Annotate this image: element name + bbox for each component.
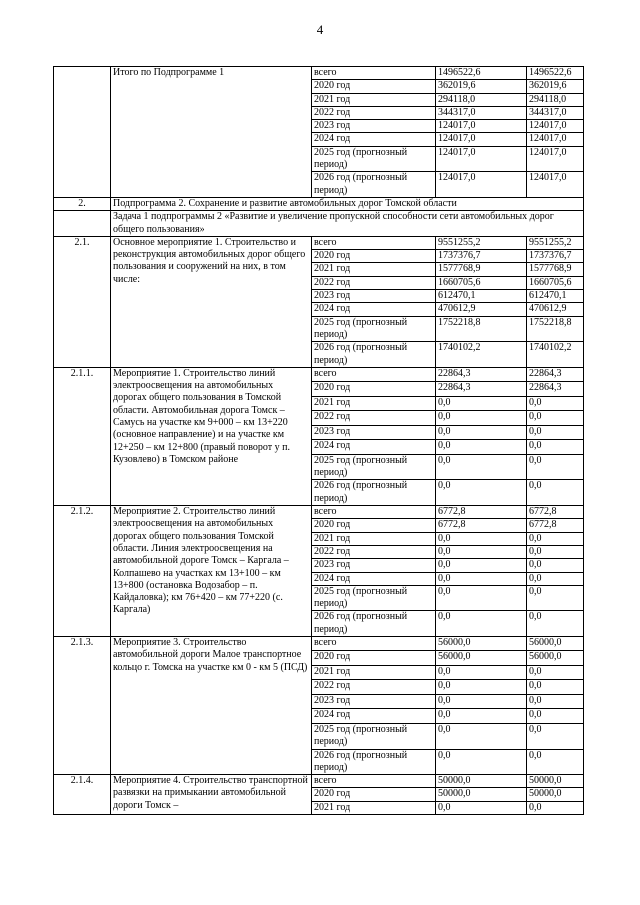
item-number: 2.1. bbox=[54, 236, 111, 367]
period-cell: 2024 год bbox=[312, 133, 436, 146]
amount-total-cell: 124017,0 bbox=[436, 133, 527, 146]
period-cell: 2022 год bbox=[312, 276, 436, 289]
amount-total-cell: 0,0 bbox=[436, 480, 527, 506]
item-description: Мероприятие 1. Строительство линий электроосвещения на автомобильных дорогах общего пользования в Томской области. Автомобильная дорога Томск – Самусь на участке км 9+000 – км 13+220 (основное направление) и на участке км 12+250 – км 12+800 (правый поворот у п. Кузовлево) в Томском районе bbox=[111, 367, 312, 505]
period-cell: всего bbox=[312, 236, 436, 249]
amount-regional-cell: 50000,0 bbox=[527, 775, 584, 788]
amount-total-cell: 0,0 bbox=[436, 440, 527, 455]
amount-total-cell: 50000,0 bbox=[436, 788, 527, 801]
amount-total-cell: 124017,0 bbox=[436, 172, 527, 198]
amount-regional-cell: 9551255,2 bbox=[527, 236, 584, 249]
item-number: 2.1.4. bbox=[54, 775, 111, 815]
amount-total-cell: 50000,0 bbox=[436, 775, 527, 788]
amount-total-cell: 294118,0 bbox=[436, 93, 527, 106]
amount-regional-cell: 6772,8 bbox=[527, 519, 584, 532]
period-cell: 2024 год bbox=[312, 709, 436, 724]
amount-regional-cell: 0,0 bbox=[527, 572, 584, 585]
period-cell: 2021 год bbox=[312, 801, 436, 814]
amount-regional-cell: 470612,9 bbox=[527, 303, 584, 316]
subprogram-row bbox=[54, 197, 584, 210]
period-cell: 2026 год (прогнозный период) bbox=[312, 749, 436, 775]
period-cell: всего bbox=[312, 506, 436, 519]
period-cell: 2020 год bbox=[312, 80, 436, 93]
amount-regional-cell: 1660705,6 bbox=[527, 276, 584, 289]
amount-regional-cell: 0,0 bbox=[527, 611, 584, 637]
amount-total-cell: 0,0 bbox=[436, 694, 527, 709]
amount-total-cell: 22864,3 bbox=[436, 382, 527, 397]
amount-regional-cell: 0,0 bbox=[527, 411, 584, 426]
amount-total-cell: 0,0 bbox=[436, 411, 527, 426]
period-cell: 2024 год bbox=[312, 440, 436, 455]
period-cell: 2023 год bbox=[312, 290, 436, 303]
period-cell: 2025 год (прогнозный период) bbox=[312, 316, 436, 342]
table-row bbox=[54, 775, 584, 788]
subprogram-number: 2. bbox=[54, 197, 111, 210]
amount-total-cell: 124017,0 bbox=[436, 120, 527, 133]
item-description: Основное мероприятие 1. Строительство и реконструкция автомобильных дорог общего пользования и сооружений на них, в том числе: bbox=[111, 236, 312, 367]
amount-regional-cell: 124017,0 bbox=[527, 172, 584, 198]
amount-total-cell: 56000,0 bbox=[436, 636, 527, 651]
amount-total-cell: 1740102,2 bbox=[436, 342, 527, 368]
period-cell: 2020 год bbox=[312, 651, 436, 666]
period-cell: 2022 год bbox=[312, 411, 436, 426]
task-row bbox=[54, 211, 584, 237]
amount-total-cell: 0,0 bbox=[436, 680, 527, 695]
amount-regional-cell: 362019,6 bbox=[527, 80, 584, 93]
period-cell: 2026 год (прогнозный период) bbox=[312, 342, 436, 368]
amount-regional-cell: 1496522,6 bbox=[527, 67, 584, 80]
period-cell: 2023 год bbox=[312, 559, 436, 572]
period-cell: 2021 год bbox=[312, 93, 436, 106]
period-cell: 2022 год bbox=[312, 545, 436, 558]
amount-regional-cell: 0,0 bbox=[527, 801, 584, 814]
amount-regional-cell: 0,0 bbox=[527, 396, 584, 411]
amount-total-cell: 1660705,6 bbox=[436, 276, 527, 289]
amount-regional-cell: 56000,0 bbox=[527, 636, 584, 651]
amount-regional-cell: 124017,0 bbox=[527, 120, 584, 133]
period-cell: 2020 год bbox=[312, 382, 436, 397]
amount-total-cell: 0,0 bbox=[436, 572, 527, 585]
amount-total-cell: 0,0 bbox=[436, 585, 527, 611]
amount-regional-cell: 0,0 bbox=[527, 559, 584, 572]
amount-total-cell: 0,0 bbox=[436, 665, 527, 680]
period-cell: 2020 год bbox=[312, 788, 436, 801]
period-cell: 2020 год bbox=[312, 519, 436, 532]
amount-regional-cell: 0,0 bbox=[527, 585, 584, 611]
period-cell: всего bbox=[312, 775, 436, 788]
period-cell: 2026 год (прогнозный период) bbox=[312, 172, 436, 198]
amount-total-cell: 470612,9 bbox=[436, 303, 527, 316]
amount-total-cell: 124017,0 bbox=[436, 146, 527, 172]
amount-total-cell: 0,0 bbox=[436, 396, 527, 411]
amount-total-cell: 0,0 bbox=[436, 709, 527, 724]
table-row bbox=[54, 67, 584, 80]
period-cell: 2023 год bbox=[312, 425, 436, 440]
budget-table bbox=[53, 66, 584, 815]
amount-regional-cell: 612470,1 bbox=[527, 290, 584, 303]
amount-total-cell: 0,0 bbox=[436, 454, 527, 480]
page-number: 4 bbox=[316, 22, 324, 37]
amount-total-cell: 22864,3 bbox=[436, 367, 527, 382]
amount-total-cell: 6772,8 bbox=[436, 506, 527, 519]
amount-total-cell: 9551255,2 bbox=[436, 236, 527, 249]
amount-total-cell: 0,0 bbox=[436, 801, 527, 814]
period-cell: 2025 год (прогнозный период) bbox=[312, 723, 436, 749]
period-cell: 2021 год bbox=[312, 665, 436, 680]
amount-total-cell: 56000,0 bbox=[436, 651, 527, 666]
item-description: Мероприятие 3. Строительство автомобильной дороги Малое транспортное кольцо г. Томска на участке км 0 - км 5 (ПСД) bbox=[111, 636, 312, 774]
amount-total-cell: 1496522,6 bbox=[436, 67, 527, 80]
period-cell: 2026 год (прогнозный период) bbox=[312, 480, 436, 506]
amount-regional-cell: 22864,3 bbox=[527, 367, 584, 382]
amount-regional-cell: 0,0 bbox=[527, 723, 584, 749]
amount-regional-cell: 294118,0 bbox=[527, 93, 584, 106]
period-cell: 2023 год bbox=[312, 120, 436, 133]
amount-regional-cell: 0,0 bbox=[527, 709, 584, 724]
amount-total-cell: 0,0 bbox=[436, 532, 527, 545]
period-cell: 2026 год (прогнозный период) bbox=[312, 611, 436, 637]
amount-regional-cell: 22864,3 bbox=[527, 382, 584, 397]
amount-regional-cell: 124017,0 bbox=[527, 146, 584, 172]
item-number bbox=[54, 67, 111, 198]
amount-total-cell: 0,0 bbox=[436, 559, 527, 572]
table-row bbox=[54, 506, 584, 519]
amount-total-cell: 1752218,8 bbox=[436, 316, 527, 342]
period-cell: всего bbox=[312, 636, 436, 651]
amount-regional-cell: 1740102,2 bbox=[527, 342, 584, 368]
period-cell: 2025 год (прогнозный период) bbox=[312, 146, 436, 172]
period-cell: всего bbox=[312, 67, 436, 80]
period-cell: 2021 год bbox=[312, 263, 436, 276]
amount-regional-cell: 0,0 bbox=[527, 454, 584, 480]
amount-regional-cell: 50000,0 bbox=[527, 788, 584, 801]
amount-total-cell: 1737376,7 bbox=[436, 250, 527, 263]
amount-regional-cell: 1577768,9 bbox=[527, 263, 584, 276]
amount-total-cell: 0,0 bbox=[436, 425, 527, 440]
item-description: Мероприятие 4. Строительство транспортной развязки на примыкании автомобильной дороги Томск – bbox=[111, 775, 312, 815]
amount-regional-cell: 0,0 bbox=[527, 665, 584, 680]
amount-regional-cell: 6772,8 bbox=[527, 506, 584, 519]
amount-regional-cell: 0,0 bbox=[527, 694, 584, 709]
amount-total-cell: 0,0 bbox=[436, 723, 527, 749]
amount-regional-cell: 0,0 bbox=[527, 532, 584, 545]
table-row bbox=[54, 367, 584, 382]
item-description: Мероприятие 2. Строительство линий электроосвещения на автомобильных дорогах общего пользования Томской области. Линия электроосвещения на автомобильной дороге Томск – Каргала – Колпашево на участках км 13+100 – км 13+800 (остановка Водозабор – п. Кайдаловка); км 76+420 – км 77+220 (с. Каргала) bbox=[111, 506, 312, 637]
amount-regional-cell: 0,0 bbox=[527, 480, 584, 506]
period-cell: 2023 год bbox=[312, 694, 436, 709]
amount-total-cell: 344317,0 bbox=[436, 106, 527, 119]
period-cell: 2024 год bbox=[312, 572, 436, 585]
period-cell: 2025 год (прогнозный период) bbox=[312, 454, 436, 480]
item-number: 2.1.3. bbox=[54, 636, 111, 774]
amount-regional-cell: 0,0 bbox=[527, 680, 584, 695]
amount-regional-cell: 124017,0 bbox=[527, 133, 584, 146]
period-cell: 2022 год bbox=[312, 680, 436, 695]
amount-regional-cell: 1737376,7 bbox=[527, 250, 584, 263]
amount-total-cell: 6772,8 bbox=[436, 519, 527, 532]
period-cell: 2021 год bbox=[312, 532, 436, 545]
period-cell: 2020 год bbox=[312, 250, 436, 263]
item-number: 2.1.1. bbox=[54, 367, 111, 505]
amount-regional-cell: 0,0 bbox=[527, 440, 584, 455]
period-cell: всего bbox=[312, 367, 436, 382]
amount-total-cell: 0,0 bbox=[436, 749, 527, 775]
amount-regional-cell: 0,0 bbox=[527, 545, 584, 558]
amount-regional-cell: 0,0 bbox=[527, 425, 584, 440]
amount-regional-cell: 0,0 bbox=[527, 749, 584, 775]
amount-regional-cell: 56000,0 bbox=[527, 651, 584, 666]
period-cell: 2024 год bbox=[312, 303, 436, 316]
amount-regional-cell: 344317,0 bbox=[527, 106, 584, 119]
period-cell: 2021 год bbox=[312, 396, 436, 411]
subprogram-title: Подпрограмма 2. Сохранение и развитие автомобильных дорог Томской области bbox=[111, 197, 584, 210]
task-number-empty bbox=[54, 211, 111, 237]
amount-total-cell: 362019,6 bbox=[436, 80, 527, 93]
amount-total-cell: 0,0 bbox=[436, 611, 527, 637]
amount-total-cell: 612470,1 bbox=[436, 290, 527, 303]
table-row bbox=[54, 236, 584, 249]
amount-total-cell: 0,0 bbox=[436, 545, 527, 558]
amount-total-cell: 1577768,9 bbox=[436, 263, 527, 276]
item-description: Итого по Подпрограмме 1 bbox=[111, 67, 312, 198]
item-number: 2.1.2. bbox=[54, 506, 111, 637]
table-row bbox=[54, 636, 584, 651]
amount-regional-cell: 1752218,8 bbox=[527, 316, 584, 342]
period-cell: 2022 год bbox=[312, 106, 436, 119]
task-title: Задача 1 подпрограммы 2 «Развитие и увеличение пропускной способности сети автомобильных дорог общего пользования» bbox=[111, 211, 584, 237]
period-cell: 2025 год (прогнозный период) bbox=[312, 585, 436, 611]
